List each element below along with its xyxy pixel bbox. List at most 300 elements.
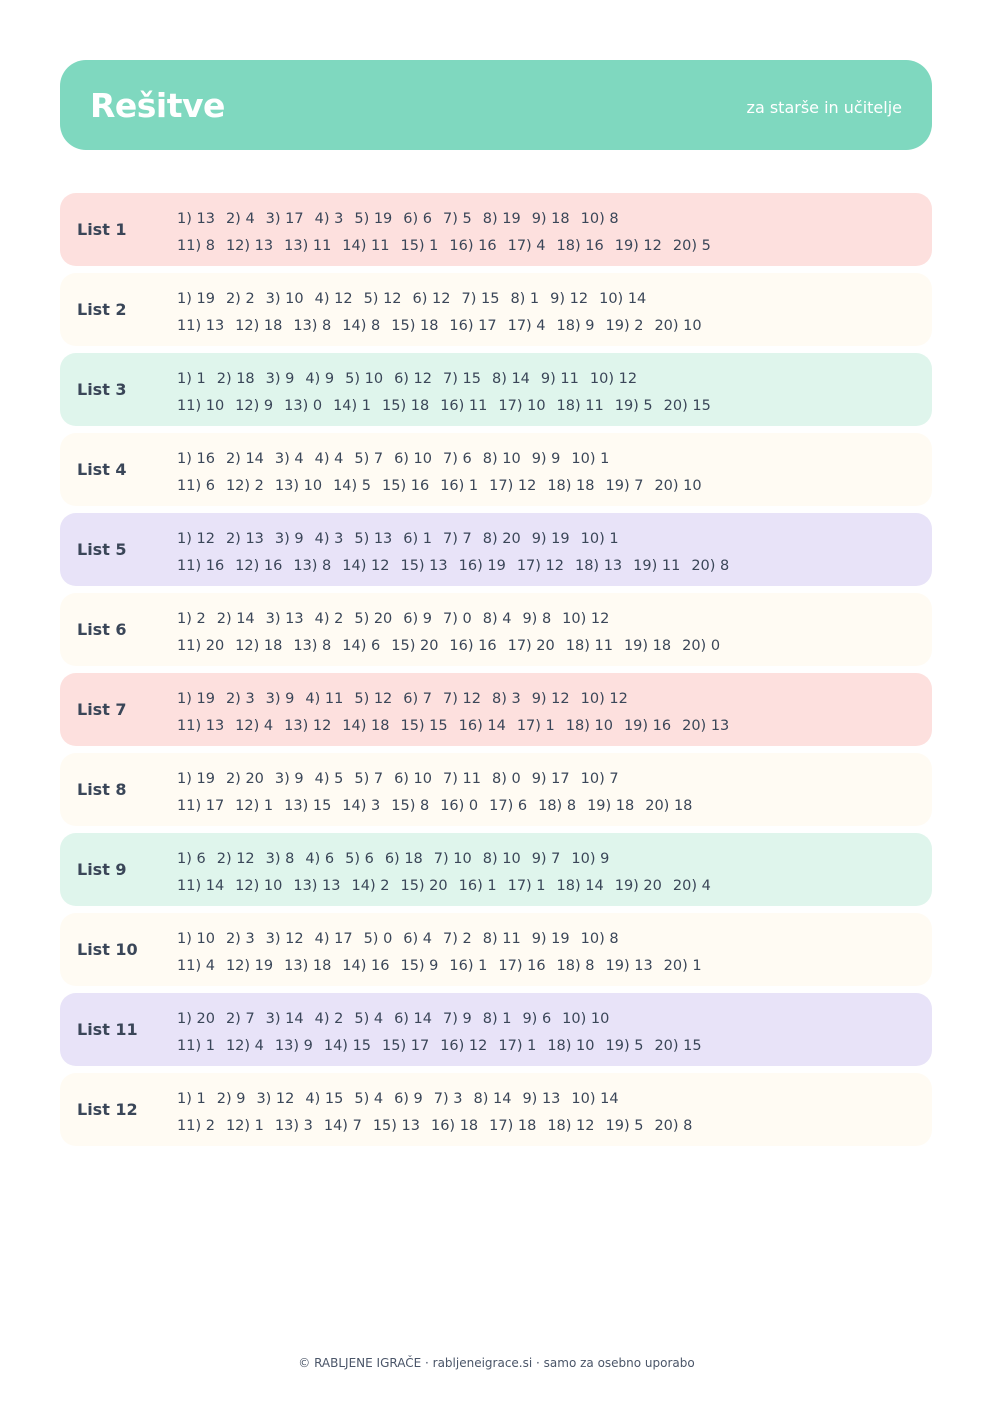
answer-item: 8) 3 <box>491 691 521 707</box>
answer-item: 19) 18 <box>587 798 635 814</box>
answer-item: 13) 13 <box>293 878 341 894</box>
answer-item: 3) 8 <box>265 851 295 867</box>
answer-item: 4) 15 <box>305 1091 344 1107</box>
answer-item: 2) 14 <box>216 611 255 627</box>
answer-item: 6) 10 <box>394 771 433 787</box>
list-label: List 9 <box>77 860 127 879</box>
answer-item: 18) 13 <box>574 558 623 574</box>
answer-item: 1) 12 <box>177 531 215 547</box>
answer-item: 6) 12 <box>394 371 433 387</box>
answer-line <box>177 953 713 980</box>
answer-item: 14) 3 <box>342 798 381 814</box>
answer-item: 20) 18 <box>645 798 693 814</box>
answer-item: 9) 9 <box>531 451 561 467</box>
list-label: List 8 <box>77 780 127 799</box>
answer-item: 7) 15 <box>461 291 500 307</box>
answer-item: 7) 9 <box>443 1011 472 1027</box>
answer-item: 4) 2 <box>314 611 344 627</box>
list-row <box>60 593 932 666</box>
answer-item: 19) 7 <box>605 478 644 494</box>
page-title: Rešitve <box>90 85 225 125</box>
answer-item: 20) 8 <box>654 1118 693 1134</box>
answer-item: 18) 8 <box>538 798 577 814</box>
answer-item: 19) 2 <box>605 318 644 334</box>
answer-item: 2) 14 <box>225 451 264 467</box>
list-row <box>60 993 932 1066</box>
answer-lines <box>177 446 713 500</box>
answer-item: 10) 8 <box>580 931 619 947</box>
answer-item: 3) 4 <box>274 451 304 467</box>
answer-item: 18) 14 <box>556 878 604 894</box>
answer-item: 16) 0 <box>440 798 479 814</box>
answer-item: 16) 17 <box>449 318 497 334</box>
answer-item: 16) 14 <box>458 718 506 734</box>
answer-item: 14) 1 <box>333 398 372 414</box>
answer-item: 11) 14 <box>177 878 225 894</box>
answer-item: 17) 16 <box>498 958 546 974</box>
answer-item: 19) 11 <box>633 558 681 574</box>
answer-item: 20) 1 <box>663 958 702 974</box>
answer-item: 15) 20 <box>391 638 439 654</box>
answer-item: 13) 8 <box>293 318 332 334</box>
answer-line <box>177 233 722 260</box>
answer-line <box>177 1113 703 1140</box>
answer-item: 1) 13 <box>177 211 215 227</box>
answer-item: 18) 11 <box>565 638 613 654</box>
answer-item: 10) 9 <box>571 851 610 867</box>
answer-item: 7) 10 <box>433 851 472 867</box>
answer-item: 15) 18 <box>391 318 439 334</box>
answer-item: 9) 18 <box>531 211 570 227</box>
answer-item: 8) 11 <box>482 931 521 947</box>
answer-item: 14) 2 <box>351 878 390 894</box>
answer-item: 9) 7 <box>531 851 561 867</box>
answer-item: 17) 10 <box>498 398 546 414</box>
answer-item: 8) 14 <box>473 1091 512 1107</box>
answer-item: 11) 6 <box>177 478 215 494</box>
answer-item: 1) 20 <box>177 1011 215 1027</box>
answer-item: 11) 17 <box>177 798 225 814</box>
list-row <box>60 273 932 346</box>
answer-item: 14) 16 <box>342 958 390 974</box>
answer-line <box>177 473 713 500</box>
answer-item: 12) 10 <box>235 878 283 894</box>
list-row <box>60 673 932 746</box>
answer-item: 6) 12 <box>412 291 451 307</box>
answer-item: 18) 8 <box>556 958 595 974</box>
answer-lines <box>177 286 713 340</box>
answer-item: 1) 19 <box>177 291 215 307</box>
answer-item: 13) 8 <box>293 638 332 654</box>
answer-item: 17) 4 <box>507 238 546 254</box>
answer-item: 19) 20 <box>614 878 662 894</box>
answer-item: 13) 18 <box>284 958 332 974</box>
answer-item: 8) 1 <box>510 291 540 307</box>
answer-line <box>177 446 713 473</box>
answer-item: 12) 2 <box>225 478 264 494</box>
answer-item: 17) 4 <box>507 318 546 334</box>
list-label: List 10 <box>77 940 138 959</box>
answer-item: 13) 12 <box>284 718 332 734</box>
answer-item: 1) 1 <box>177 371 206 387</box>
answer-item: 15) 1 <box>400 238 439 254</box>
answer-item: 11) 16 <box>177 558 225 574</box>
answer-item: 4) 5 <box>314 771 344 787</box>
answer-item: 3) 12 <box>256 1091 295 1107</box>
answer-item: 19) 5 <box>614 398 653 414</box>
answer-line <box>177 606 731 633</box>
answer-lines <box>177 606 731 660</box>
list-row <box>60 1073 932 1146</box>
answer-item: 15) 15 <box>400 718 448 734</box>
answer-item: 2) 2 <box>225 291 255 307</box>
answer-item: 7) 5 <box>443 211 472 227</box>
answer-lines <box>177 366 722 420</box>
answer-item: 11) 8 <box>177 238 215 254</box>
answer-item: 8) 1 <box>482 1011 512 1027</box>
answer-item: 20) 8 <box>691 558 730 574</box>
answer-item: 2) 18 <box>216 371 255 387</box>
answer-item: 13) 11 <box>284 238 332 254</box>
answer-item: 3) 17 <box>265 211 304 227</box>
answer-item: 8) 10 <box>482 851 521 867</box>
answer-lines <box>177 766 703 820</box>
answer-item: 17) 20 <box>507 638 555 654</box>
answer-line <box>177 1086 703 1113</box>
answer-line <box>177 633 731 660</box>
answer-item: 16) 1 <box>440 478 479 494</box>
answer-item: 20) 13 <box>682 718 730 734</box>
answer-item: 16) 1 <box>449 958 488 974</box>
answer-item: 10) 12 <box>562 611 610 627</box>
answer-item: 18) 18 <box>547 478 595 494</box>
answer-line <box>177 793 703 820</box>
answer-item: 4) 4 <box>314 451 344 467</box>
answer-line <box>177 926 713 953</box>
answer-item: 11) 4 <box>177 958 215 974</box>
answer-item: 15) 16 <box>382 478 430 494</box>
answer-item: 2) 3 <box>225 931 255 947</box>
answer-item: 4) 11 <box>305 691 344 707</box>
answer-item: 5) 10 <box>345 371 384 387</box>
answer-item: 15) 17 <box>382 1038 430 1054</box>
answer-item: 14) 15 <box>323 1038 372 1054</box>
answer-line <box>177 1033 713 1060</box>
answer-item: 1) 19 <box>177 691 215 707</box>
list-row <box>60 513 932 586</box>
list-label: List 2 <box>77 300 127 319</box>
answer-item: 4) 2 <box>314 1011 344 1027</box>
answer-item: 1) 1 <box>177 1091 206 1107</box>
answer-line <box>177 286 713 313</box>
answer-item: 13) 9 <box>274 1038 313 1054</box>
answer-item: 1) 6 <box>177 851 206 867</box>
list-label: List 6 <box>77 620 127 639</box>
answer-item: 13) 15 <box>284 798 332 814</box>
answer-item: 8) 14 <box>491 371 530 387</box>
answer-item: 19) 16 <box>623 718 672 734</box>
answer-item: 5) 12 <box>363 291 402 307</box>
answer-item: 2) 7 <box>225 1011 255 1027</box>
answer-item: 5) 6 <box>345 851 374 867</box>
answer-item: 9) 12 <box>550 291 589 307</box>
answer-item: 8) 10 <box>482 451 521 467</box>
answer-item: 20) 5 <box>672 238 711 254</box>
answer-item: 5) 20 <box>354 611 393 627</box>
answer-item: 11) 13 <box>177 718 225 734</box>
answer-item: 3) 10 <box>265 291 304 307</box>
answer-item: 4) 3 <box>314 531 344 547</box>
answer-item: 17) 6 <box>489 798 528 814</box>
answer-line <box>177 366 722 393</box>
list-label: List 5 <box>77 540 127 559</box>
answer-item: 19) 18 <box>623 638 672 654</box>
answer-lines <box>177 1006 713 1060</box>
answer-item: 12) 13 <box>225 238 274 254</box>
list-row <box>60 753 932 826</box>
answer-item: 15) 9 <box>400 958 439 974</box>
answer-item: 16) 16 <box>449 638 497 654</box>
answer-line <box>177 873 722 900</box>
answer-item: 6) 14 <box>394 1011 433 1027</box>
answer-item: 12) 4 <box>235 718 274 734</box>
answer-item: 9) 19 <box>531 531 570 547</box>
answer-item: 6) 6 <box>403 211 433 227</box>
answer-item: 9) 12 <box>531 691 570 707</box>
answer-item: 20) 4 <box>672 878 711 894</box>
answer-item: 7) 12 <box>443 691 481 707</box>
answer-item: 14) 18 <box>342 718 390 734</box>
answer-item: 20) 10 <box>654 318 702 334</box>
answer-item: 10) 8 <box>580 211 619 227</box>
answer-line <box>177 686 740 713</box>
answer-item: 2) 9 <box>216 1091 246 1107</box>
answer-item: 6) 4 <box>403 931 433 947</box>
answer-item: 18) 11 <box>556 398 604 414</box>
answer-item: 11) 13 <box>177 318 225 334</box>
answer-item: 3) 14 <box>265 1011 304 1027</box>
answer-lines <box>177 1086 703 1140</box>
answer-item: 5) 12 <box>354 691 393 707</box>
answer-item: 4) 12 <box>314 291 353 307</box>
answer-item: 3) 9 <box>265 371 295 387</box>
answer-item: 18) 9 <box>556 318 595 334</box>
answer-item: 7) 2 <box>443 931 472 947</box>
answer-item: 15) 13 <box>372 1118 420 1134</box>
answer-lines <box>177 846 722 900</box>
answer-item: 14) 6 <box>342 638 381 654</box>
answer-item: 2) 3 <box>225 691 255 707</box>
answer-item: 7) 6 <box>443 451 472 467</box>
answer-line <box>177 1006 713 1033</box>
answer-item: 12) 19 <box>225 958 274 974</box>
answer-line <box>177 313 713 340</box>
answer-item: 16) 18 <box>430 1118 479 1134</box>
answer-item: 8) 0 <box>491 771 521 787</box>
list-label: List 11 <box>77 1020 138 1039</box>
answer-item: 1) 16 <box>177 451 215 467</box>
answer-item: 9) 6 <box>522 1011 552 1027</box>
answer-line <box>177 713 740 740</box>
answer-item: 2) 13 <box>225 531 264 547</box>
answer-item: 4) 17 <box>314 931 353 947</box>
answer-item: 12) 16 <box>235 558 283 574</box>
answer-item: 7) 15 <box>443 371 481 387</box>
answer-item: 12) 9 <box>235 398 274 414</box>
footer: © RABLJENE IGRAČE · rabljeneigrace.si · samo za osebno uporabo <box>298 1356 695 1370</box>
answer-item: 9) 17 <box>531 771 570 787</box>
answer-item: 16) 19 <box>458 558 506 574</box>
answer-item: 1) 19 <box>177 771 215 787</box>
answer-item: 14) 7 <box>323 1118 362 1134</box>
answer-item: 10) 1 <box>571 451 610 467</box>
list-label: List 3 <box>77 380 127 399</box>
answer-item: 16) 16 <box>449 238 497 254</box>
answer-item: 10) 7 <box>580 771 619 787</box>
answer-item: 15) 13 <box>400 558 448 574</box>
answer-item: 17) 18 <box>489 1118 537 1134</box>
answer-item: 14) 12 <box>342 558 390 574</box>
answer-item: 4) 6 <box>305 851 335 867</box>
answer-item: 16) 11 <box>440 398 488 414</box>
list-row <box>60 193 932 266</box>
answer-item: 11) 20 <box>177 638 225 654</box>
answer-item: 6) 9 <box>403 611 433 627</box>
list-row <box>60 913 932 986</box>
answer-item: 7) 3 <box>433 1091 463 1107</box>
answer-item: 14) 5 <box>333 478 372 494</box>
answer-item: 10) 10 <box>562 1011 610 1027</box>
answer-item: 18) 12 <box>547 1118 595 1134</box>
answer-item: 10) 14 <box>571 1091 619 1107</box>
answer-item: 15) 20 <box>400 878 448 894</box>
answer-item: 3) 9 <box>265 691 295 707</box>
answer-item: 16) 12 <box>440 1038 488 1054</box>
answer-item: 17) 12 <box>516 558 564 574</box>
answer-item: 4) 9 <box>305 371 335 387</box>
answer-item: 14) 11 <box>342 238 390 254</box>
answer-item: 18) 10 <box>565 718 613 734</box>
answer-item: 10) 12 <box>580 691 628 707</box>
answer-item: 19) 12 <box>614 238 662 254</box>
answer-item: 12) 1 <box>225 1118 264 1134</box>
answer-item: 6) 9 <box>394 1091 423 1107</box>
answer-item: 15) 18 <box>382 398 430 414</box>
answer-item: 7) 11 <box>443 771 481 787</box>
answer-lines <box>177 206 722 260</box>
answer-item: 14) 8 <box>342 318 381 334</box>
answer-item: 5) 7 <box>354 771 384 787</box>
answer-item: 19) 5 <box>605 1118 644 1134</box>
answer-item: 5) 4 <box>354 1011 384 1027</box>
answer-item: 3) 13 <box>265 611 304 627</box>
answer-item: 18) 16 <box>556 238 604 254</box>
answer-item: 9) 13 <box>522 1091 561 1107</box>
list-label: List 4 <box>77 460 127 479</box>
list-label: List 12 <box>77 1100 138 1119</box>
answer-lines <box>177 686 740 740</box>
answer-item: 8) 4 <box>482 611 512 627</box>
answer-item: 13) 0 <box>284 398 323 414</box>
answer-item: 13) 10 <box>274 478 323 494</box>
answer-item: 15) 8 <box>391 798 430 814</box>
answer-item: 7) 7 <box>443 531 472 547</box>
answer-line <box>177 206 722 233</box>
answer-item: 13) 8 <box>293 558 332 574</box>
answer-item: 5) 4 <box>354 1091 384 1107</box>
answer-item: 17) 1 <box>516 718 555 734</box>
list-row <box>60 433 932 506</box>
answer-item: 4) 3 <box>314 211 344 227</box>
answer-item: 11) 10 <box>177 398 225 414</box>
answer-item: 11) 1 <box>177 1038 215 1054</box>
answer-item: 9) 11 <box>540 371 579 387</box>
answer-lists <box>60 193 932 1153</box>
answer-item: 20) 15 <box>663 398 711 414</box>
answer-item: 6) 18 <box>384 851 423 867</box>
answer-item: 17) 12 <box>489 478 537 494</box>
answer-item: 12) 18 <box>235 638 283 654</box>
answer-item: 3) 9 <box>274 531 304 547</box>
answer-item: 1) 2 <box>177 611 206 627</box>
answer-item: 10) 12 <box>589 371 638 387</box>
answer-line <box>177 553 740 580</box>
answer-item: 3) 9 <box>274 771 304 787</box>
answer-item: 12) 4 <box>225 1038 264 1054</box>
answer-item: 17) 1 <box>507 878 546 894</box>
answer-item: 5) 7 <box>354 451 384 467</box>
answer-item: 5) 13 <box>354 531 393 547</box>
answer-item: 19) 13 <box>605 958 653 974</box>
list-label: List 7 <box>77 700 127 719</box>
answer-line <box>177 766 703 793</box>
answer-lines <box>177 526 740 580</box>
header-banner <box>60 60 932 150</box>
answer-item: 5) 19 <box>354 211 393 227</box>
answer-item: 12) 1 <box>235 798 274 814</box>
answer-item: 2) 20 <box>225 771 264 787</box>
answer-lines <box>177 926 713 980</box>
answer-item: 5) 0 <box>363 931 393 947</box>
answer-item: 13) 3 <box>274 1118 313 1134</box>
answer-item: 1) 10 <box>177 931 215 947</box>
answer-item: 2) 4 <box>225 211 255 227</box>
answer-line <box>177 526 740 553</box>
answer-item: 9) 8 <box>522 611 552 627</box>
page-subtitle: za starše in učitelje <box>746 97 902 117</box>
list-label: List 1 <box>77 220 127 239</box>
answer-item: 18) 10 <box>547 1038 595 1054</box>
answer-item: 19) 5 <box>605 1038 644 1054</box>
answer-item: 6) 1 <box>403 531 433 547</box>
answer-item: 8) 20 <box>482 531 521 547</box>
answer-item: 9) 19 <box>531 931 570 947</box>
answer-item: 16) 1 <box>458 878 497 894</box>
answer-line <box>177 393 722 420</box>
answer-item: 6) 7 <box>403 691 433 707</box>
list-row <box>60 833 932 906</box>
answer-item: 20) 15 <box>654 1038 702 1054</box>
answer-item: 10) 1 <box>580 531 619 547</box>
answer-item: 3) 12 <box>265 931 304 947</box>
answer-item: 12) 18 <box>235 318 283 334</box>
answer-item: 7) 0 <box>443 611 472 627</box>
list-row <box>60 353 932 426</box>
answer-item: 6) 10 <box>394 451 433 467</box>
answer-item: 20) 0 <box>682 638 721 654</box>
answer-item: 2) 12 <box>216 851 255 867</box>
answer-item: 17) 1 <box>498 1038 537 1054</box>
